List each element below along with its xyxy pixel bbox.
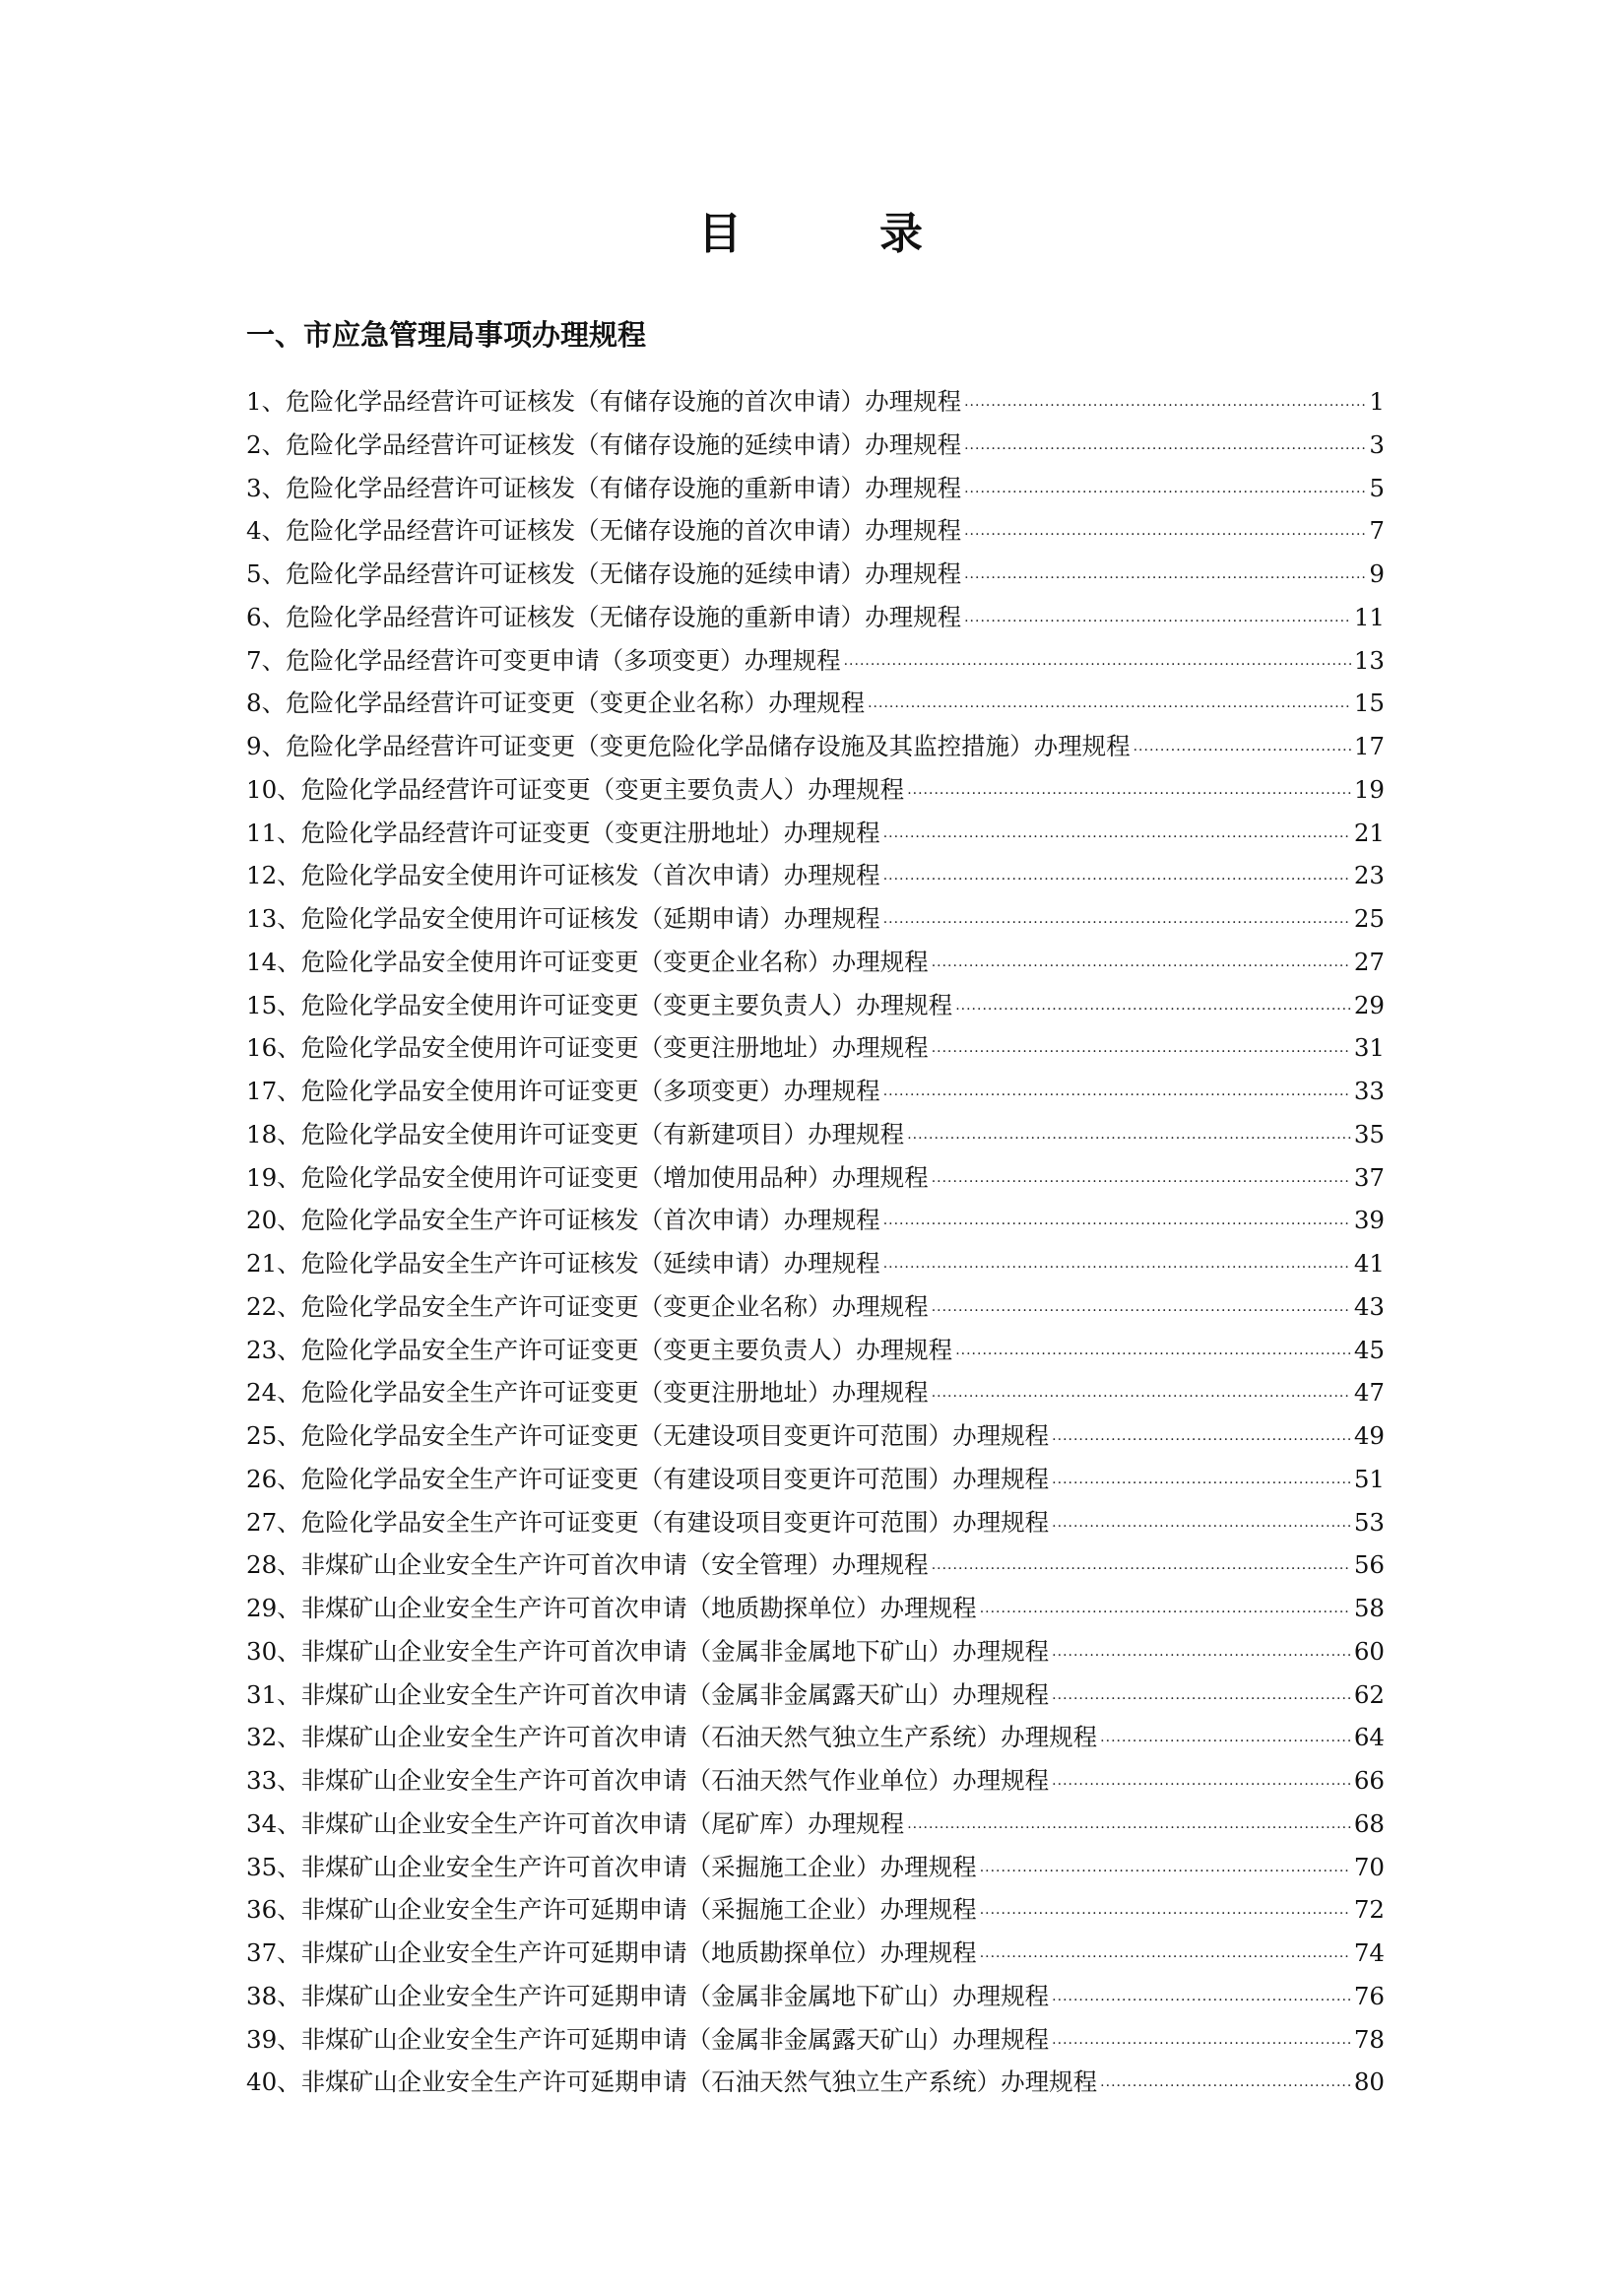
dot-leader <box>907 773 1351 812</box>
toc-entry-page-number: 62 <box>1353 1679 1385 1709</box>
toc-entry-page-number: 29 <box>1353 990 1385 1019</box>
toc-entry[interactable] <box>246 1587 1385 1630</box>
toc-entry[interactable] <box>246 1458 1385 1501</box>
dot-leader <box>1052 1678 1351 1717</box>
toc-entry[interactable] <box>246 1759 1385 1803</box>
toc-entry-page-number: 60 <box>1353 1636 1385 1666</box>
toc-entry-page-number: 47 <box>1353 1378 1385 1408</box>
dot-leader <box>1052 1980 1351 2018</box>
toc-entry[interactable] <box>246 768 1385 812</box>
toc-entry[interactable] <box>246 854 1385 897</box>
toc-entry-page-number: 70 <box>1353 1852 1385 1881</box>
toc-entry-page-number: 39 <box>1353 1206 1385 1235</box>
toc-entry-title: 24、危险化学品安全生产许可证变更（变更注册地址）办理规程 <box>246 1378 929 1408</box>
toc-entry-page-number: 51 <box>1353 1464 1385 1493</box>
toc-entry-page-number: 37 <box>1353 1162 1385 1192</box>
toc-entry-page-number: 25 <box>1353 904 1385 933</box>
dot-leader <box>868 687 1351 725</box>
dot-leader <box>964 472 1366 510</box>
dot-leader <box>1134 730 1351 768</box>
dot-leader <box>932 1290 1351 1329</box>
toc-entry-page-number: 21 <box>1353 818 1385 847</box>
toc-entry[interactable] <box>246 424 1385 467</box>
dot-leader <box>932 1161 1351 1200</box>
toc-entry-title: 6、危险化学品经营许可证核发（无储存设施的重新申请）办理规程 <box>246 602 962 631</box>
toc-entry-page-number: 31 <box>1353 1033 1385 1063</box>
toc-entry-title: 39、非煤矿山企业安全生产许可延期申请（金属非金属露天矿山）办理规程 <box>246 2024 1050 2054</box>
toc-entry-page-number: 23 <box>1353 861 1385 890</box>
toc-entry-page-number: 35 <box>1353 1119 1385 1148</box>
page-title: 目 录 <box>698 209 970 259</box>
toc-entry[interactable] <box>246 941 1385 984</box>
toc-entry-page-number: 15 <box>1353 689 1385 718</box>
toc-entry-page-number: 64 <box>1353 1723 1385 1752</box>
toc-entry-title: 34、非煤矿山企业安全生产许可首次申请（尾矿库）办理规程 <box>246 1808 905 1838</box>
dot-leader <box>980 1936 1351 1975</box>
toc-entry[interactable] <box>246 1501 1385 1544</box>
toc-entry-page-number: 9 <box>1369 559 1385 588</box>
toc-entry-title: 15、危险化学品安全使用许可证变更（变更主要负责人）办理规程 <box>246 990 953 1019</box>
toc-entry-page-number: 5 <box>1369 473 1385 502</box>
toc-entry-title: 3、危险化学品经营许可证核发（有储存设施的重新申请）办理规程 <box>246 473 962 502</box>
toc-entry-title: 22、危险化学品安全生产许可证变更（变更企业名称）办理规程 <box>246 1291 929 1321</box>
toc-entry-title: 30、非煤矿山企业安全生产许可首次申请（金属非金属地下矿山）办理规程 <box>246 1636 1050 1666</box>
toc-entry-page-number: 33 <box>1353 1077 1385 1105</box>
section-heading: 一、市应急管理局事项办理规程 <box>246 318 647 352</box>
toc-entry-title: 5、危险化学品经营许可证核发（无储存设施的延续申请）办理规程 <box>246 559 962 588</box>
dot-leader <box>932 1031 1351 1070</box>
toc-entry[interactable] <box>246 467 1385 510</box>
dot-leader <box>955 1334 1351 1372</box>
toc-entry[interactable] <box>246 380 1385 424</box>
toc-entry-title: 11、危险化学品经营许可证变更（变更注册地址）办理规程 <box>246 818 880 847</box>
dot-leader <box>907 1807 1351 1846</box>
toc-entry-page-number: 19 <box>1353 774 1385 804</box>
toc-entry-page-number: 3 <box>1369 429 1385 459</box>
toc-entry[interactable] <box>246 1329 1385 1372</box>
toc-entry-page-number: 53 <box>1353 1507 1385 1537</box>
toc-entry-page-number: 76 <box>1353 1981 1385 2010</box>
dot-leader <box>1100 2066 1351 2104</box>
toc-entry-title: 4、危险化学品经营许可证核发（无储存设施的首次申请）办理规程 <box>246 516 962 546</box>
toc-entry-page-number: 27 <box>1353 947 1385 976</box>
toc-entry-title: 23、危险化学品安全生产许可证变更（变更主要负责人）办理规程 <box>246 1335 953 1364</box>
toc-entry[interactable] <box>246 682 1385 725</box>
toc-entry[interactable] <box>246 2061 1385 2104</box>
toc-entry-page-number: 11 <box>1353 602 1385 631</box>
toc-entry-page-number: 80 <box>1353 2067 1385 2097</box>
dot-leader <box>980 1592 1351 1630</box>
dot-leader <box>907 1118 1351 1156</box>
toc-entry-title: 38、非煤矿山企业安全生产许可延期申请（金属非金属地下矿山）办理规程 <box>246 1981 1050 2010</box>
dot-leader <box>1052 1506 1351 1544</box>
toc-entry-title: 26、危险化学品安全生产许可证变更（有建设项目变更许可范围）办理规程 <box>246 1464 1050 1493</box>
toc-entry-page-number: 13 <box>1353 645 1385 675</box>
toc-entry-page-number: 72 <box>1353 1895 1385 1925</box>
dot-leader <box>844 644 1351 683</box>
dot-leader <box>1052 2023 1351 2062</box>
dot-leader <box>964 514 1366 553</box>
dot-leader <box>1052 1635 1351 1673</box>
toc-entry[interactable] <box>246 1716 1385 1759</box>
toc-entry-title: 16、危险化学品安全使用许可证变更（变更注册地址）办理规程 <box>246 1033 929 1063</box>
dot-leader <box>964 385 1366 424</box>
dot-leader <box>964 428 1366 467</box>
toc-entry[interactable] <box>246 1543 1385 1587</box>
toc-entry[interactable] <box>246 1070 1385 1113</box>
toc-entry-title: 19、危险化学品安全使用许可证变更（增加使用品种）办理规程 <box>246 1162 929 1192</box>
toc-entry-page-number: 56 <box>1353 1550 1385 1580</box>
toc-entry[interactable] <box>246 1673 1385 1717</box>
dot-leader <box>1052 1419 1351 1458</box>
toc-entry-title: 7、危险化学品经营许可变更申请（多项变更）办理规程 <box>246 645 841 675</box>
dot-leader <box>932 946 1351 984</box>
dot-leader <box>883 1204 1351 1242</box>
toc-entry-page-number: 78 <box>1353 2024 1385 2054</box>
toc-entry-title: 27、危险化学品安全生产许可证变更（有建设项目变更许可范围）办理规程 <box>246 1507 1050 1537</box>
toc-entry-title: 12、危险化学品安全使用许可证核发（首次申请）办理规程 <box>246 861 880 890</box>
toc-entry-page-number: 17 <box>1353 732 1385 760</box>
toc-entry-title: 2、危险化学品经营许可证核发（有储存设施的延续申请）办理规程 <box>246 429 962 459</box>
toc-entry-title: 28、非煤矿山企业安全生产许可首次申请（安全管理）办理规程 <box>246 1550 929 1580</box>
dot-leader <box>964 601 1351 639</box>
toc-entry-page-number: 58 <box>1353 1594 1385 1622</box>
dot-leader <box>932 1548 1351 1587</box>
toc-entry-title: 31、非煤矿山企业安全生产许可首次申请（金属非金属露天矿山）办理规程 <box>246 1679 1050 1709</box>
toc-entry[interactable] <box>246 1285 1385 1329</box>
toc-entry-title: 29、非煤矿山企业安全生产许可首次申请（地质勘探单位）办理规程 <box>246 1594 977 1622</box>
toc-entry-title: 33、非煤矿山企业安全生产许可首次申请（石油天然气作业单位）办理规程 <box>246 1766 1050 1795</box>
toc-entry[interactable] <box>246 596 1385 639</box>
toc-entry[interactable] <box>246 553 1385 596</box>
toc-entry-title: 36、非煤矿山企业安全生产许可延期申请（采掘施工企业）办理规程 <box>246 1895 977 1925</box>
toc-entry-title: 18、危险化学品安全使用许可证变更（有新建项目）办理规程 <box>246 1119 905 1148</box>
dot-leader <box>1100 1721 1351 1759</box>
toc-entry-title: 9、危险化学品经营许可证变更（变更危险化学品储存设施及其监控措施）办理规程 <box>246 732 1131 760</box>
toc-entry[interactable] <box>246 1932 1385 1975</box>
toc-entry[interactable] <box>246 1414 1385 1458</box>
toc-entry-title: 10、危险化学品经营许可证变更（变更主要负责人）办理规程 <box>246 774 905 804</box>
dot-leader <box>883 859 1351 897</box>
toc-entry-page-number: 7 <box>1369 516 1385 546</box>
dot-leader <box>932 1376 1351 1414</box>
toc-entry[interactable] <box>246 1242 1385 1285</box>
toc-entry[interactable] <box>246 1888 1385 1932</box>
dot-leader <box>980 1851 1351 1889</box>
toc-entry[interactable] <box>246 1803 1385 1846</box>
toc-entry[interactable] <box>246 1113 1385 1156</box>
toc-entry-title: 21、危险化学品安全生产许可证核发（延续申请）办理规程 <box>246 1249 880 1278</box>
toc-entry-title: 40、非煤矿山企业安全生产许可延期申请（石油天然气独立生产系统）办理规程 <box>246 2067 1098 2097</box>
toc-entry-page-number: 74 <box>1353 1938 1385 1967</box>
toc-entry[interactable] <box>246 2018 1385 2062</box>
toc-list <box>246 380 1385 2104</box>
toc-entry[interactable] <box>246 1630 1385 1673</box>
toc-entry[interactable] <box>246 1199 1385 1242</box>
toc-entry[interactable] <box>246 897 1385 941</box>
toc-entry-page-number: 43 <box>1353 1291 1385 1321</box>
dot-leader <box>964 558 1366 596</box>
dot-leader <box>1052 1463 1351 1501</box>
toc-entry[interactable] <box>246 1371 1385 1414</box>
toc-entry[interactable] <box>246 1156 1385 1200</box>
toc-entry-page-number: 1 <box>1369 387 1385 416</box>
dot-leader <box>980 1893 1351 1932</box>
toc-entry-page-number: 68 <box>1353 1808 1385 1838</box>
dot-leader <box>883 1247 1351 1285</box>
dot-leader <box>883 902 1351 941</box>
toc-entry[interactable] <box>246 1975 1385 2018</box>
toc-entry[interactable] <box>246 984 1385 1027</box>
toc-entry-title: 37、非煤矿山企业安全生产许可延期申请（地质勘探单位）办理规程 <box>246 1938 977 1967</box>
toc-entry-title: 20、危险化学品安全生产许可证核发（首次申请）办理规程 <box>246 1206 880 1235</box>
toc-entry-title: 32、非煤矿山企业安全生产许可首次申请（石油天然气独立生产系统）办理规程 <box>246 1723 1098 1752</box>
toc-entry[interactable] <box>246 725 1385 768</box>
toc-entry-title: 14、危险化学品安全使用许可证变更（变更企业名称）办理规程 <box>246 947 929 976</box>
toc-entry-title: 8、危险化学品经营许可证变更（变更企业名称）办理规程 <box>246 689 866 718</box>
toc-entry-page-number: 49 <box>1353 1421 1385 1450</box>
dot-leader <box>883 817 1351 855</box>
toc-entry-title: 35、非煤矿山企业安全生产许可首次申请（采掘施工企业）办理规程 <box>246 1852 977 1881</box>
dot-leader <box>883 1075 1351 1113</box>
dot-leader <box>955 989 1351 1027</box>
toc-entry[interactable] <box>246 1026 1385 1070</box>
toc-entry-title: 25、危险化学品安全生产许可证变更（无建设项目变更许可范围）办理规程 <box>246 1421 1050 1450</box>
toc-entry[interactable] <box>246 812 1385 855</box>
toc-entry-page-number: 45 <box>1353 1335 1385 1364</box>
toc-entry[interactable] <box>246 1846 1385 1889</box>
toc-entry[interactable] <box>246 639 1385 683</box>
toc-entry-title: 1、危险化学品经营许可证核发（有储存设施的首次申请）办理规程 <box>246 387 962 416</box>
toc-entry-title: 17、危险化学品安全使用许可证变更（多项变更）办理规程 <box>246 1077 880 1105</box>
dot-leader <box>1052 1764 1351 1803</box>
toc-entry-page-number: 41 <box>1353 1249 1385 1278</box>
toc-entry[interactable] <box>246 509 1385 553</box>
toc-entry-title: 13、危险化学品安全使用许可证核发（延期申请）办理规程 <box>246 904 880 933</box>
toc-entry-page-number: 66 <box>1353 1766 1385 1795</box>
